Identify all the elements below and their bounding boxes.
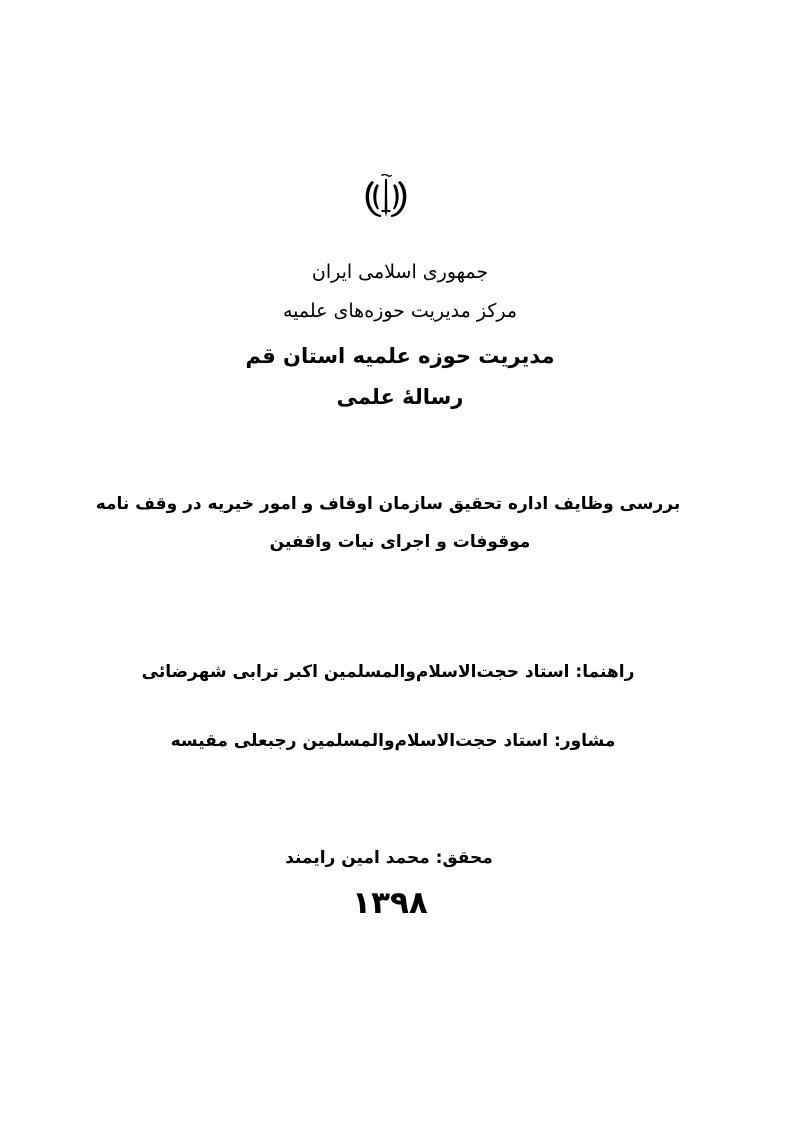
year: ۱۳۹۸ (352, 885, 428, 921)
title-line-2: موقوفات و اجرای نیات واقفین (269, 532, 531, 552)
country-name: جمهوری اسلامی ایران (311, 261, 489, 283)
consultant: مشاور: استاد حجت‌الاسلام‌والمسلمین رجبعلی مقیسه (170, 731, 616, 751)
advisor: راهنما: استاد حجت‌الاسلام‌والمسلمین اکبر ترابی شهرضائی (141, 662, 635, 682)
management-name: مدیریت حوزه علمیه استان قم (245, 344, 555, 368)
thesis-type: رسالهٔ علمی (336, 385, 464, 409)
researcher: محقق: محمد امین رایمند (285, 848, 493, 868)
iran-emblem-icon (362, 173, 410, 219)
title-line-1: بررسی وظایف اداره تحقیق سازمان اوقاف و امور خیریه در وقف نامه (95, 494, 681, 514)
center-name: مرکز مدیریت حوزه‌های علمیه (282, 300, 518, 322)
